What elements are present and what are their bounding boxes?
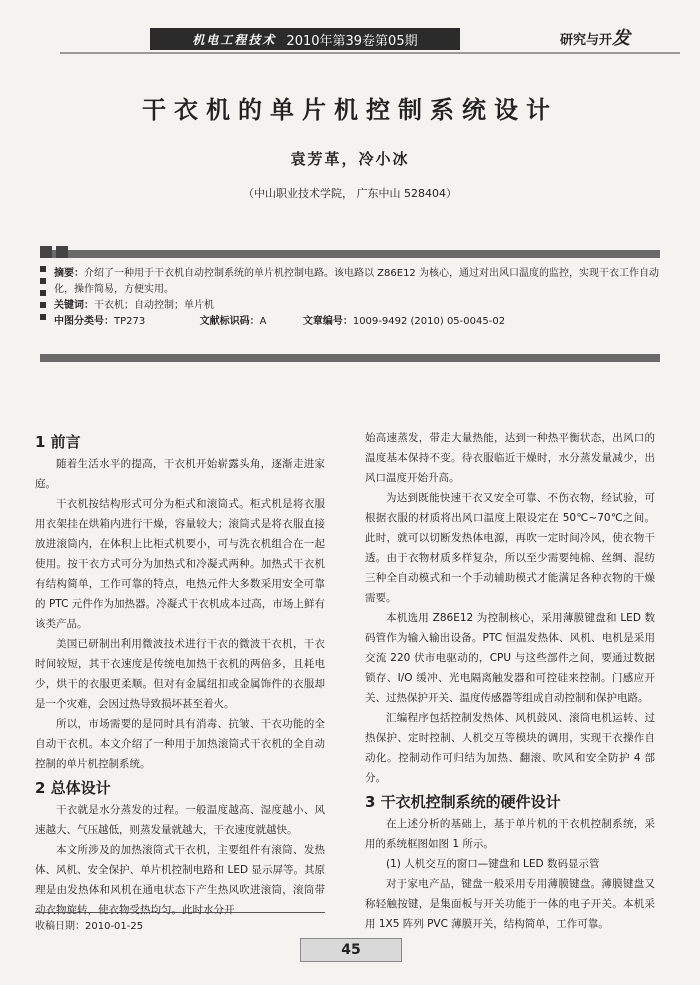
clc-code: TP273 [114,316,146,327]
abstract-label: 摘要： [54,268,84,279]
paragraph: 干衣就是水分蒸发的过程。一般温度越高、湿度越小、风速越大、气压越低，则蒸发量就越大，干衣速度就越快。 [35,804,325,836]
paragraph: 美国已研制出利用微波技术进行干衣的微波干衣机，干衣时间较短，其干衣速度是传统电加热干衣机的两倍多，且耗电少，烘干的衣服更柔顺。但对有金属纽扣或金属饰件的衣服却是一个灾难，会因过热导致损坏甚至着火。 [35,638,325,710]
paragraph: 干衣机按结构形式可分为柜式和滚筒式。柜式机是将衣服用衣架挂在烘箱内进行干燥，容量较大；滚筒式是将衣服直接放进滚筒内，在体积上比柜式机要小，可与洗衣机组合在一起使用。按干衣方式可分为加热式和冷凝式两种。加热式干衣机有结构简单，工作可靠的特点，电热元件大多数采用安全可靠的 PTC 元件作为加热器。冷凝式干衣机成本过高，市场上鲜有该类产品。 [35,498,325,630]
abstract-side-markers [40,266,46,346]
paper-affiliation: （中山职业技术学院， 广东中山 528404） [243,187,457,200]
decor-square [40,266,46,272]
section-label [560,24,630,50]
abstract-text: 介绍了一种用于干衣机自动控制系统的单片机控制电路。该电路以 Z86E12 为核心，通过对出风口温度的监控，实现干衣工作自动化，操作简易，方便实用。 [54,268,659,295]
right-column [365,428,655,934]
paper-title: 干衣机的单片机控制系统设计 [142,95,558,124]
article-number: 1009-9492 (2010) 05-0045-02 [352,316,506,327]
section-label-prefix: 研究与开 [560,33,613,48]
paragraph: 随着生活水平的提高，干衣机开始崭露头角，逐渐走进家庭。 [35,458,325,490]
section-heading-intro: 1 前言 [35,433,81,451]
decor-square [40,290,46,296]
clc-label: 中图分类号： [54,316,114,327]
paragraph: 所以，市场需要的是同时具有消毒、抗皱、干衣功能的全自动干衣机。本文介绍了一种用于加热滚筒式干衣机的全自动控制的单片机控制系统。 [35,718,325,770]
paragraph: 汇编程序包括控制发热体、风机鼓风、滚筒电机运转、过热保护、定时控制、人机交互等模块的调用，实现干衣操作自动化。控制动作可归结为加热、翻滚、吹风和安全防护 4 部分。 [365,712,655,784]
journal-issue: 2010年第39卷第05期 [286,33,418,49]
section-label-last: 发 [612,28,631,49]
paper-authors: 袁芳革，冷小冰 [290,150,410,168]
keywords-line [54,298,660,314]
paragraph: 对于家电产品，键盘一般采用专用薄膜键盘。薄膜键盘又称轻触按键，是集面板与开关功能于一体的电子开关。本机采用 1X5 阵列 PVC 薄膜开关，结构简单，工作可靠。 [365,878,655,930]
page-number [300,938,402,962]
paragraph: 本文所涉及的加热滚筒式干衣机，主要组件有滚筒、发热体、风机、安全保护、单片机控制电路和 LED 显示屏等。其原理是由发热体和风机在通电状态下产生热风吹进滚筒，滚筒带动衣物旋转，使衣物受热均匀。此时水分开 [35,844,325,916]
section-heading-design: 2 总体设计 [35,779,111,797]
received-date: 收稿日期：2010-01-25 [35,912,325,932]
keywords: 干衣机；自动控制；单片机 [94,300,214,311]
abstract-bottom-bar [40,354,660,362]
journal-name: 机电工程技术 [192,32,277,47]
classification-line [54,314,660,330]
paragraph: 本机选用 Z86E12 为控制核心，采用薄膜键盘和 LED 数码管作为输入输出设备。PTC 恒温发热体、风机、电机是采用交流 220 伏市电驱动的，CPU 与这些部件之间，要通过数据锁存、I/O 缓冲、光电隔离触发器和可控硅来控制。门感应开关、过热保护开关、温度传感器等组成自动控制和保护电路。 [365,612,655,704]
paragraph: (1) 人机交互的窗口—键盘和 LED 数码显示管 [386,858,600,870]
header-rule [60,52,680,54]
doc-code: A [259,316,267,327]
decor-square [40,278,46,284]
section-heading-hardware: 3 干衣机控制系统的硬件设计 [365,793,561,811]
abstract-text-line [54,266,660,298]
abstract-content [54,266,660,330]
page-number-text: 45 [341,942,361,958]
paragraph: 为达到既能快速干衣又安全可靠、不伤衣物，经试验，可根据衣服的材质将出风口温度上限设定在 50℃~70℃之间。此时，就可以切断发热体电源，再吹一定时间冷风，使衣物干透。由于衣物材质多样复杂，所以至少需要纯棉、丝绸、混纺三种全自动模式和一个手动辅助模式才能满足各种衣物的干燥需要。 [365,492,655,604]
decor-square [56,246,68,258]
keywords-label: 关键词： [54,300,94,311]
article-number-label: 文章编号： [302,316,353,327]
decor-square [40,314,46,320]
left-column [35,428,325,920]
decor-square [40,246,52,258]
paragraph: 在上述分析的基础上，基于单片机的干衣机控制系统，采用的系统框图如图 1 所示。 [365,818,655,850]
decor-square [40,302,46,308]
abstract-box [40,266,660,346]
doc-code-label: 文献标识码： [199,316,260,327]
paragraph: 始高速蒸发，带走大量热能，达到一种热平衡状态，出风口的温度基本保持不变。待衣服临近干燥时，水分蒸发量减少，出风口温度开始升高。 [365,432,655,484]
journal-header-bar [150,28,460,50]
abstract-top-bar [40,250,660,258]
